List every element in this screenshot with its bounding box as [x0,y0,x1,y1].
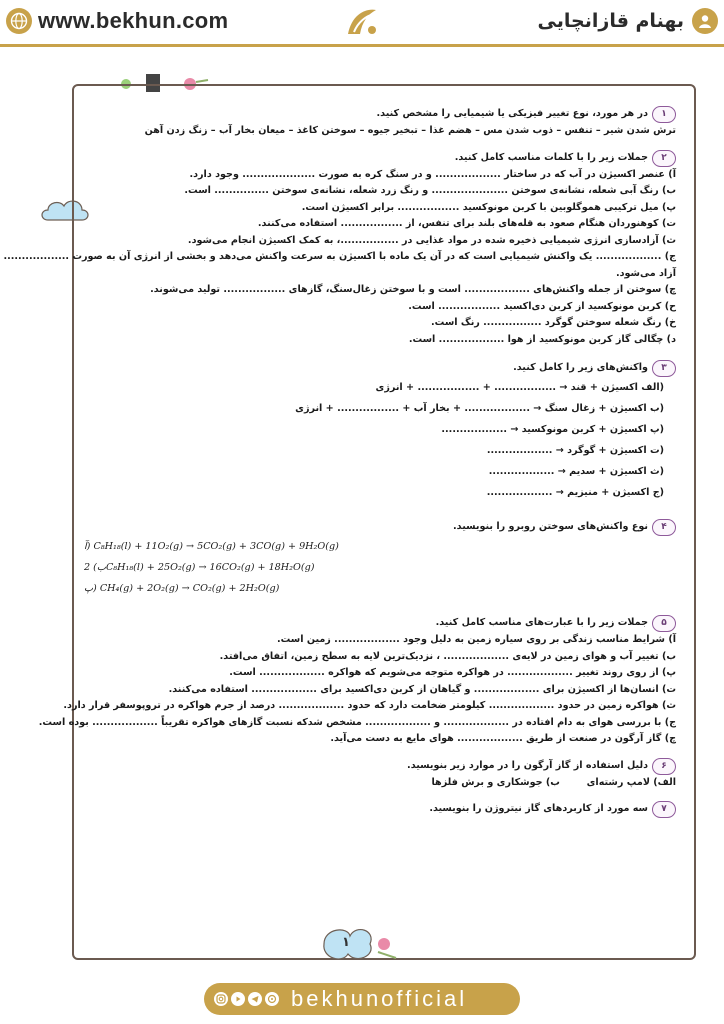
question-title: سه مورد از کاربردهای گاز نیتروژن را بنویسید. [429,803,648,815]
question-line: ج) با بررسی هوای به دام افتاده در .................. و .................. مشخص شدکه نسبت گازهای هواکره تقریباً .................. بوده است. [38,716,676,728]
question-number: ۲ [652,150,676,167]
reaction-line: (الف اکسیژن + قند → ................. + ................. + انرژی [375,382,664,393]
question-line: آزاد می‌شود. [615,267,676,279]
reaction-line: (ث اکسیژن + سدیم → .................. [488,466,664,477]
page-number-badge [320,922,400,970]
telegram-icon[interactable] [248,992,262,1006]
worksheet-content [3,106,676,946]
question-line: ث) هواکره زمین در حدود .................. کیلومتر ضخامت دارد که حدود .................. درصد از جرم هواکره در تروپوسفر قرار دارد. [63,700,676,711]
equation-line: ب) 2C₈H₁₈(l) + 25O₂(g) → 16CO₂(g) + 18H₂O(g) [84,562,315,573]
question-line: ب) تغییر آب و هوای زمین در لایه‌ی .................. ، نزدیک‌ترین لایه به سطح زمین، اتفاق می‌افتد. [219,650,676,662]
youtube-icon[interactable] [231,992,245,1006]
website-text: www.bekhun.com [38,8,229,33]
question-title: جملات زیر را با عبارت‌های مناسب کامل کنید. [435,617,648,629]
reaction-line: (ج اکسیژن + منیزیم → .................. [486,487,664,498]
question-line: پ) از روی روند تغییر .................. در هواکره متوجه می‌شویم که هواکره .................. است. [229,667,676,678]
footer-bar [204,983,520,1015]
author-name: بهنام قازانچایی [537,10,684,32]
question-title: دلیل استفاده از گاز آرگون را در موارد زیر بنویسید. [407,759,648,771]
question-line: ت) کوهنوردان هنگام صعود به قله‌های بلند برای تنفس، از ................. استفاده می‌کنند. [257,218,676,229]
social-handle: bekhunofficial [291,986,468,1011]
question-6 [84,758,676,792]
author-badge [538,8,718,34]
instagram-icon[interactable] [214,992,228,1006]
question-3 [84,360,676,503]
question-line: الف) لامپ رشته‌ای ب) جوشکاری و برش فلزها [431,776,676,788]
question-line: آ) شرایط مناسب زندگی بر روی سیاره زمین به دلیل وجود .................. زمین است. [276,634,676,645]
social-icons [214,992,279,1006]
question-1 [84,106,676,140]
question-title: جملات زیر را با کلمات مناسب کامل کنید. [454,151,648,163]
question-5 [38,615,676,748]
question-7 [84,801,676,818]
question-title: در هر مورد، نوع تغییر فیزیکی یا شیمیایی را مشخص کنید. [376,108,648,120]
question-line: آ) عنصر اکسیژن در آب که در ساختار .................. و در سنگ کره به صورت .................... وجود دارد. [189,168,676,180]
question-line: د) چگالی گاز کربن مونوکسید از هوا .................. است. [408,333,676,345]
website-link[interactable] [6,8,228,34]
question-title: واکنش‌های زیر را کامل کنید. [513,362,648,374]
question-title: نوع واکنش‌های سوختن روبرو را بنویسید. [453,521,648,533]
globe-icon [6,8,32,34]
question-number: ۶ [652,758,676,775]
brand-logo [340,3,384,41]
question-line: ترش شدن شیر – تنفس – ذوب شدن مس – هضم غذا – تبخیر جیوه – سوختن کاغذ – میعان بخار آب – زنگ زدن آهن [144,125,676,136]
question-number: ۱ [652,106,676,123]
reaction-line: (پ اکسیژن + کربن مونوکسید → .................. [441,424,664,435]
reaction-line: (ب اکسیژن + زغال سنگ → .................. + بخار آب + ................. + انرژی [295,403,664,414]
user-icon [692,8,718,34]
question-number: ۴ [652,519,676,536]
question-line: ج) .................. یک واکنش شیمیایی است که در آن یک ماده با اکسیژن به سرعت واکنش می‌دهد و بخشی از انرژی آن به صورت .................. [3,251,676,262]
question-line: ح) کربن مونوکسید از کربن دی‌اکسید ................. است. [408,300,676,312]
question-number: ۳ [652,360,676,377]
question-line: ت) انسان‌ها از اکسیژن برای .................. و گیاهان از کربن دی‌اکسید برای .................. استفاده می‌کنند. [168,683,676,695]
question-number: ۵ [652,615,676,632]
question-line: چ) سوختن از جمله واکنش‌های .................. است و با سوختن زغال‌سنگ، گازهای ................. تولید می‌شوند. [150,284,676,295]
question-line: پ) میل ترکیبی هموگلوبین با کربن مونوکسید ................. برابر اکسیژن است. [301,201,676,213]
question-line: ث) آزادسازی انرژی شیمیایی ذخیره شده در مواد غذایی در ................، به کمک اکسیژن انجام می‌شود. [187,234,676,246]
question-line: ب) رنگ آبی شعله، نشانه‌ی سوختن ..................... و رنگ زرد شعله، نشانه‌ی سوختن ............... است. [184,185,676,196]
question-number: ۷ [652,801,676,818]
question-line: چ) گاز آرگون در صنعت از طریق .................. هوای مایع به دست می‌آید. [330,733,676,744]
top-bar [0,0,724,47]
question-2 [3,150,676,349]
reaction-line: (ت اکسیژن + گوگرد → .................. [486,445,664,456]
page-number: ۱ [342,935,350,950]
equation-line: آ) C₈H₁₈(l) + 11O₂(g) → 5CO₂(g) + 3CO(g) + 9H₂O(g) [84,541,339,552]
equation-line: پ) CH₄(g) + 2O₂(g) → CO₂(g) + 2H₂O(g) [84,583,280,594]
question-line: خ) رنگ شعله سوختن گوگرد ................ رنگ است. [431,317,676,328]
aparat-icon[interactable] [265,992,279,1006]
question-4 [84,519,676,599]
